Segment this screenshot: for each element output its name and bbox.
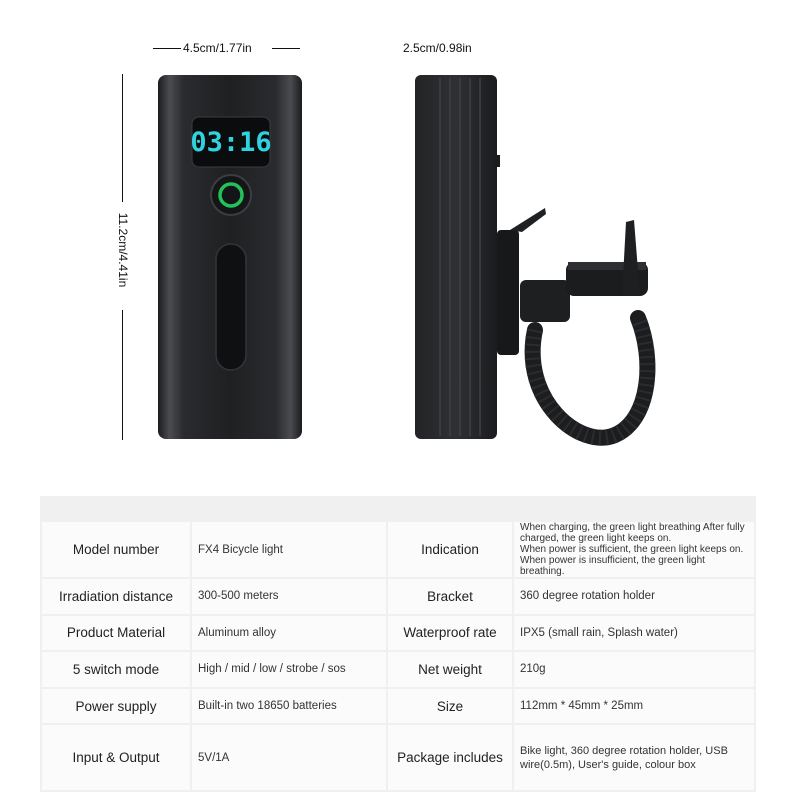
specification-table — [40, 496, 756, 792]
spec-value: Built-in two 18650 batteries — [192, 689, 386, 724]
power-button-outer — [211, 175, 251, 215]
handlebar-strap — [533, 318, 648, 438]
spec-value: 360 degree rotation holder — [514, 579, 754, 614]
spec-value: IPX5 (small rain, Splash water) — [514, 616, 754, 651]
table-header-band — [42, 498, 754, 520]
light-slot — [216, 244, 246, 370]
spec-label: Net weight — [388, 652, 512, 687]
indication-line: When power is sufficient, the green light keeps on. — [520, 544, 744, 555]
height-dimension-label: 11.2cm/4.41in — [116, 212, 130, 288]
table-row — [42, 579, 754, 614]
side-view — [415, 75, 648, 439]
width-dimension-label: 4.5cm/1.77in — [183, 41, 252, 55]
spec-label: Waterproof rate — [388, 616, 512, 651]
spec-value: FX4 Bicycle light — [192, 522, 386, 577]
spec-value: Aluminum alloy — [192, 616, 386, 651]
side-body — [415, 75, 497, 439]
table-row — [42, 725, 754, 790]
spec-label: Irradiation distance — [42, 579, 190, 614]
spec-label: Power supply — [42, 689, 190, 724]
spec-label: Size — [388, 689, 512, 724]
indication-value — [514, 522, 754, 577]
spec-value: 300-500 meters — [192, 579, 386, 614]
spec-label: Product Material — [42, 616, 190, 651]
bracket-arm — [520, 280, 570, 322]
table-row — [42, 616, 754, 651]
spec-value: 210g — [514, 652, 754, 687]
depth-dimension-label: 2.5cm/0.98in — [403, 41, 472, 55]
display-time: 03:16 — [190, 127, 272, 158]
spec-label: 5 switch mode — [42, 652, 190, 687]
indication-line: When charging, the green light breathing After fully charged, the green light keeps on. — [520, 522, 745, 544]
bracket-clip — [497, 230, 519, 355]
spec-label: Indication — [388, 522, 512, 577]
table-row — [42, 652, 754, 687]
spec-value: High / mid / low / strobe / sos — [192, 652, 386, 687]
spec-label: Input & Output — [42, 725, 190, 790]
spec-value: Bike light, 360 degree rotation holder, USB wire(0.5m), User's guide, colour box — [514, 725, 754, 790]
spec-label: Bracket — [388, 579, 512, 614]
spec-label: Package includes — [388, 725, 512, 790]
front-view — [158, 75, 302, 439]
table-row — [42, 522, 754, 577]
spec-value: 112mm * 45mm * 25mm — [514, 689, 754, 724]
indication-line: When power is insufficient, the green light breathing. — [520, 555, 705, 577]
spec-value: 5V/1A — [192, 725, 386, 790]
spec-label: Model number — [42, 522, 190, 577]
table-row — [42, 689, 754, 724]
